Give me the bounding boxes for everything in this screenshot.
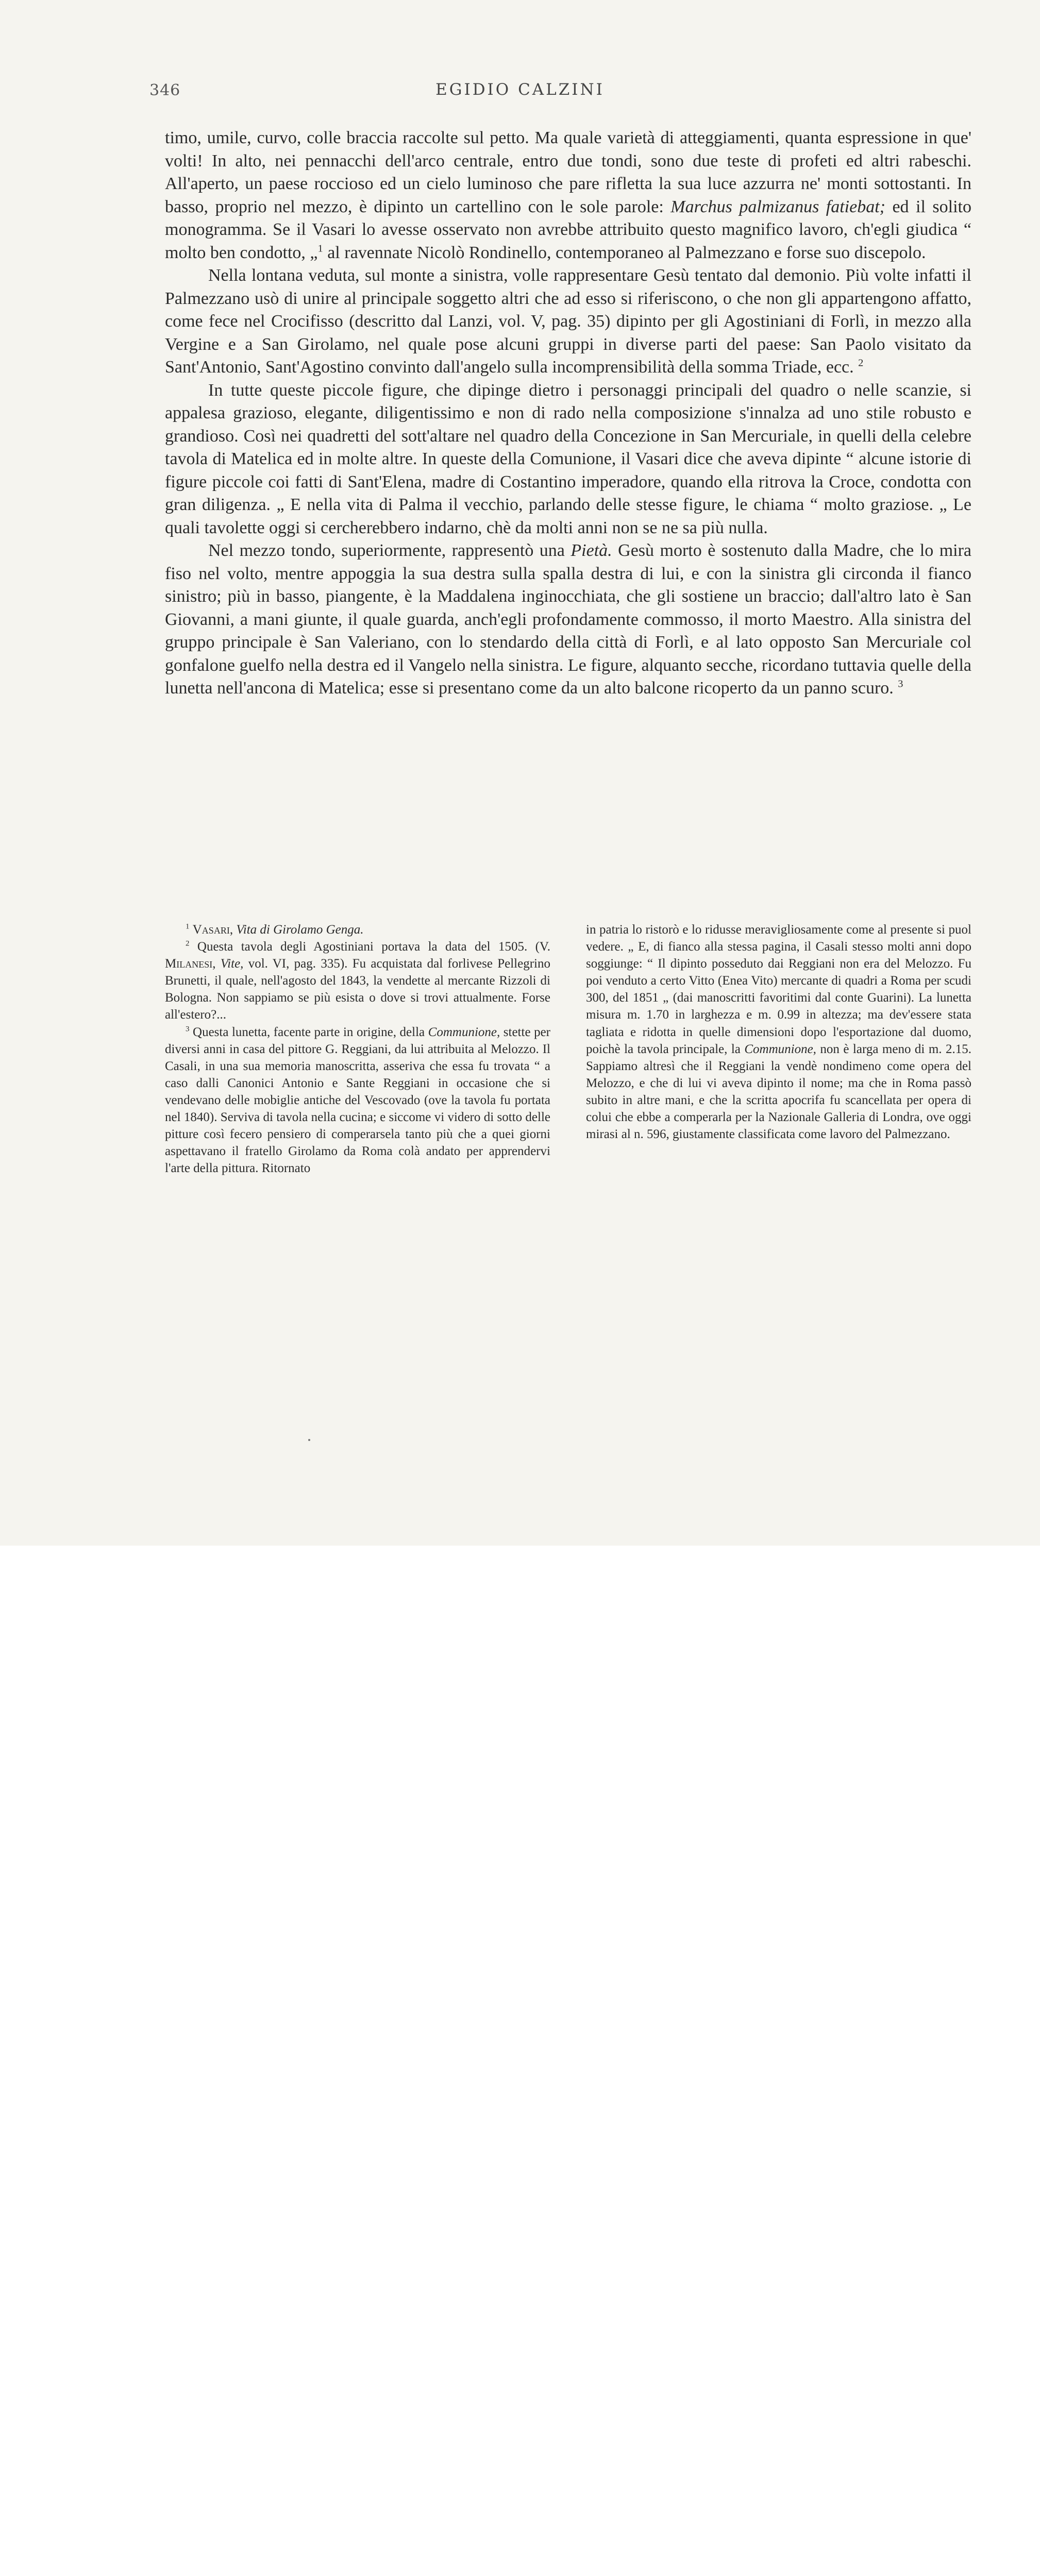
footnote-1	[165, 921, 550, 938]
text-run: timo, umile, curvo, colle braccia raccolte sul petto. Ma quale varietà di atteggiamenti, quanta espressione in que' volti! In alto, nei pennacchi dell'arco centrale, entro due tondi, sono due teste di profeti ed altri rabeschi. All'aperto, un paese roccioso ed un cielo luminoso che pare rifletta la sua luce azzurra ne' monti sottostanti. In basso, proprio nel mezzo, è dipinto un cartellino con le sole parole:	[165, 128, 971, 216]
work-title: Communione,	[428, 1025, 500, 1039]
paragraph-4	[165, 539, 971, 700]
text-run: al ravennate Nicolò Rondinello, contemporaneo al Palmezzano e forse suo discepolo.	[323, 243, 926, 262]
paper-speck	[308, 1439, 310, 1441]
footnotes	[165, 921, 971, 1177]
page-number: 346	[149, 81, 181, 99]
latin-inscription: Marchus palmizanus fatiebat;	[670, 197, 885, 216]
footnote-mark: 2	[186, 939, 190, 948]
running-title: EGIDIO CALZINI	[435, 80, 605, 99]
main-text	[165, 127, 971, 700]
work-title: Vite,	[220, 957, 244, 971]
footnote-mark: 1	[186, 922, 190, 931]
author-name: Vasari,	[192, 923, 233, 937]
text-run: Questa tavola degli Agostiniani portava la data del 1505. (V.	[189, 940, 550, 954]
text-run: stette per diversi anni in casa del pittore G. Reggiani, da lui attribuita al Melozzo. Il Casali, in una sua memoria manoscritta, asseriva che essa fu trovata “ a caso dalli Canonici Antonio e Sante Reggiani in occasione che si vendevano delle mobiglie antiche del Vescovado (ove la tavola fu portata nel 1840). Serviva di tavola nella cucina; e siccome vi videro di sotto delle pitture così fecero pensiero di comperarsela tanto più che a quei giorni aspettavano il fratello Girolamo da Roma colà andato per apprendervi l'arte della pittura. Ritornato	[165, 1025, 550, 1176]
paragraph-1	[165, 127, 971, 264]
emphasis: Pietà.	[571, 541, 612, 560]
paragraph-3: In tutte queste piccole figure, che dipinge dietro i personaggi principali del quadro o nelle scanzie, si appalesa grazioso, elegante, diligentissimo e non di rado nella composizione s'innalza ad uno stile robusto e grandioso. Così nei quadretti del sott'altare nel quadro della Concezione in San Mercuriale, in quelli della celebre tavola di Matelica ed in molte altre. In queste della Comunione, il Vasari dice che aveva dipinte “ alcune istorie di figure piccole coi fatti di Sant'Elena, madre di Costantino imperadore, quando ella ritrova la Croce, condotta con gran diligenza. „ E nella vita di Palma il vecchio, parlando delle stesse figure, le chiama “ molto graziose. „ Le quali tavolette oggi si cercherebbero indarno, chè da molti anni non se ne sa più nulla.	[165, 380, 971, 537]
text-run: ed il solito monogramma. Se il Vasari lo avesse osservato non avrebbe attribuito questo magnifico lavoro, ch'egli giudica “ molto ben condotto, „	[165, 197, 971, 262]
text-run: non è larga meno di m. 2.15. Sappiamo altresì che il Reggiani la vendè nondimeno come opera del Melozzo, e che di lui vi aveva dipinto il nome; ma che in Roma passò subito in altre mani, e che la scritta apocrifa fu scancellata per opera di colui che ebbe a comperarla per la Nazionale Galleria di Londra, ove oggi mirasi al n. 596, giustamente classificata come lavoro del Palmezzano.	[586, 1042, 972, 1142]
footnote-3-continued	[586, 921, 971, 1143]
text-run: Nella lontana veduta, sul monte a sinistra, volle rappresentare Gesù tentato dal demonio. Più volte infatti il Palmezzano usò di unire al principale soggetto altri che ad esso si riferiscono, o che non gli appartengono affatto, come fece nel Crocifisso (descritto dal Lanzi, vol. V, pag. 35) dipinto per gli Agostiniani di Forlì, in mezzo alla Vergine e a San Girolamo, nel quale pose alcuni gruppi in diverse parti del paese: San Paolo visitato da Sant'Antonio, Sant'Agostino convinto dall'angelo sulla incomprensibilità della somma Triade, ecc.	[165, 266, 971, 377]
text-run: Questa lunetta, facente parte in origine, della	[189, 1025, 428, 1039]
footnote-ref-3: 3	[898, 678, 903, 690]
footnote-ref-2: 2	[858, 357, 864, 369]
work-title: Communione,	[744, 1042, 816, 1056]
footnote-column-left	[165, 921, 550, 1177]
footer-bar	[0, 1546, 1040, 1634]
footnote-column-right	[586, 921, 971, 1177]
author-name: Milanesi,	[165, 957, 216, 971]
footnote-3	[165, 1024, 550, 1177]
work-title: Vita di Girolamo Genga.	[236, 923, 364, 937]
text-run: vol. VI, pag. 335). Fu acquistata dal forlivese Pellegrino Brunetti, il quale, nell'agosto del 1843, la vendette al mercante Rizzoli di Bologna. Non sappiamo se più esista o dove si trovi attualmente. Forse all'estero?...	[165, 957, 550, 1022]
text-run: in patria lo ristorò e lo ridusse meravigliosamente come al presente si puol vedere. „ E, di fianco alla stessa pagina, il Casali stesso molti anni dopo soggiunge: “ Il dipinto posseduto dai Reggiani non era del Melozzo. Fu poi venduto a certo Vitto (Enea Vito) mercante di quadri a Roma per scudi 300, del 1851 „ (dai manoscritti favoritimi dal conte Guarini). La lunetta misura m. 1.70 in larghezza e m. 0.99 in altezza; ma dev'essere stata tagliata e ridotta in quelle dimensioni dopo l'esportazione dal duomo, poichè la tavola principale, la	[586, 923, 971, 1056]
footnote-ref-1: 1	[317, 243, 323, 255]
paragraph-2	[165, 264, 971, 379]
text-run: Nel mezzo tondo, superiormente, rappresentò una	[208, 541, 571, 560]
text-run: Gesù morto è sostenuto dalla Madre, che lo mira fiso nel volto, mentre appoggia la sua destra sulla spalla destra di lui, e con la sinistra gli circonda il fianco sinistro; più in basso, piangente, è la Maddalena inginocchiata, che gli sostiene un braccio; dall'altro lato è San Giovanni, a mani giunte, il quale guarda, anch'egli profondamente commosso, il morto Maestro. Alla sinistra del gruppo principale è San Valeriano, con lo stendardo della città di Forlì, e al lato opposto San Mercuriale col gonfalone guelfo nella destra ed il Vangelo nella sinistra. Le figure, alquanto secche, ricordano tuttavia quelle della lunetta nell'ancona di Matelica; esse si presentano come da un alto balcone ricoperto da un panno scuro.	[165, 541, 971, 698]
footnote-2	[165, 938, 550, 1023]
footnote-mark: 3	[186, 1025, 190, 1033]
